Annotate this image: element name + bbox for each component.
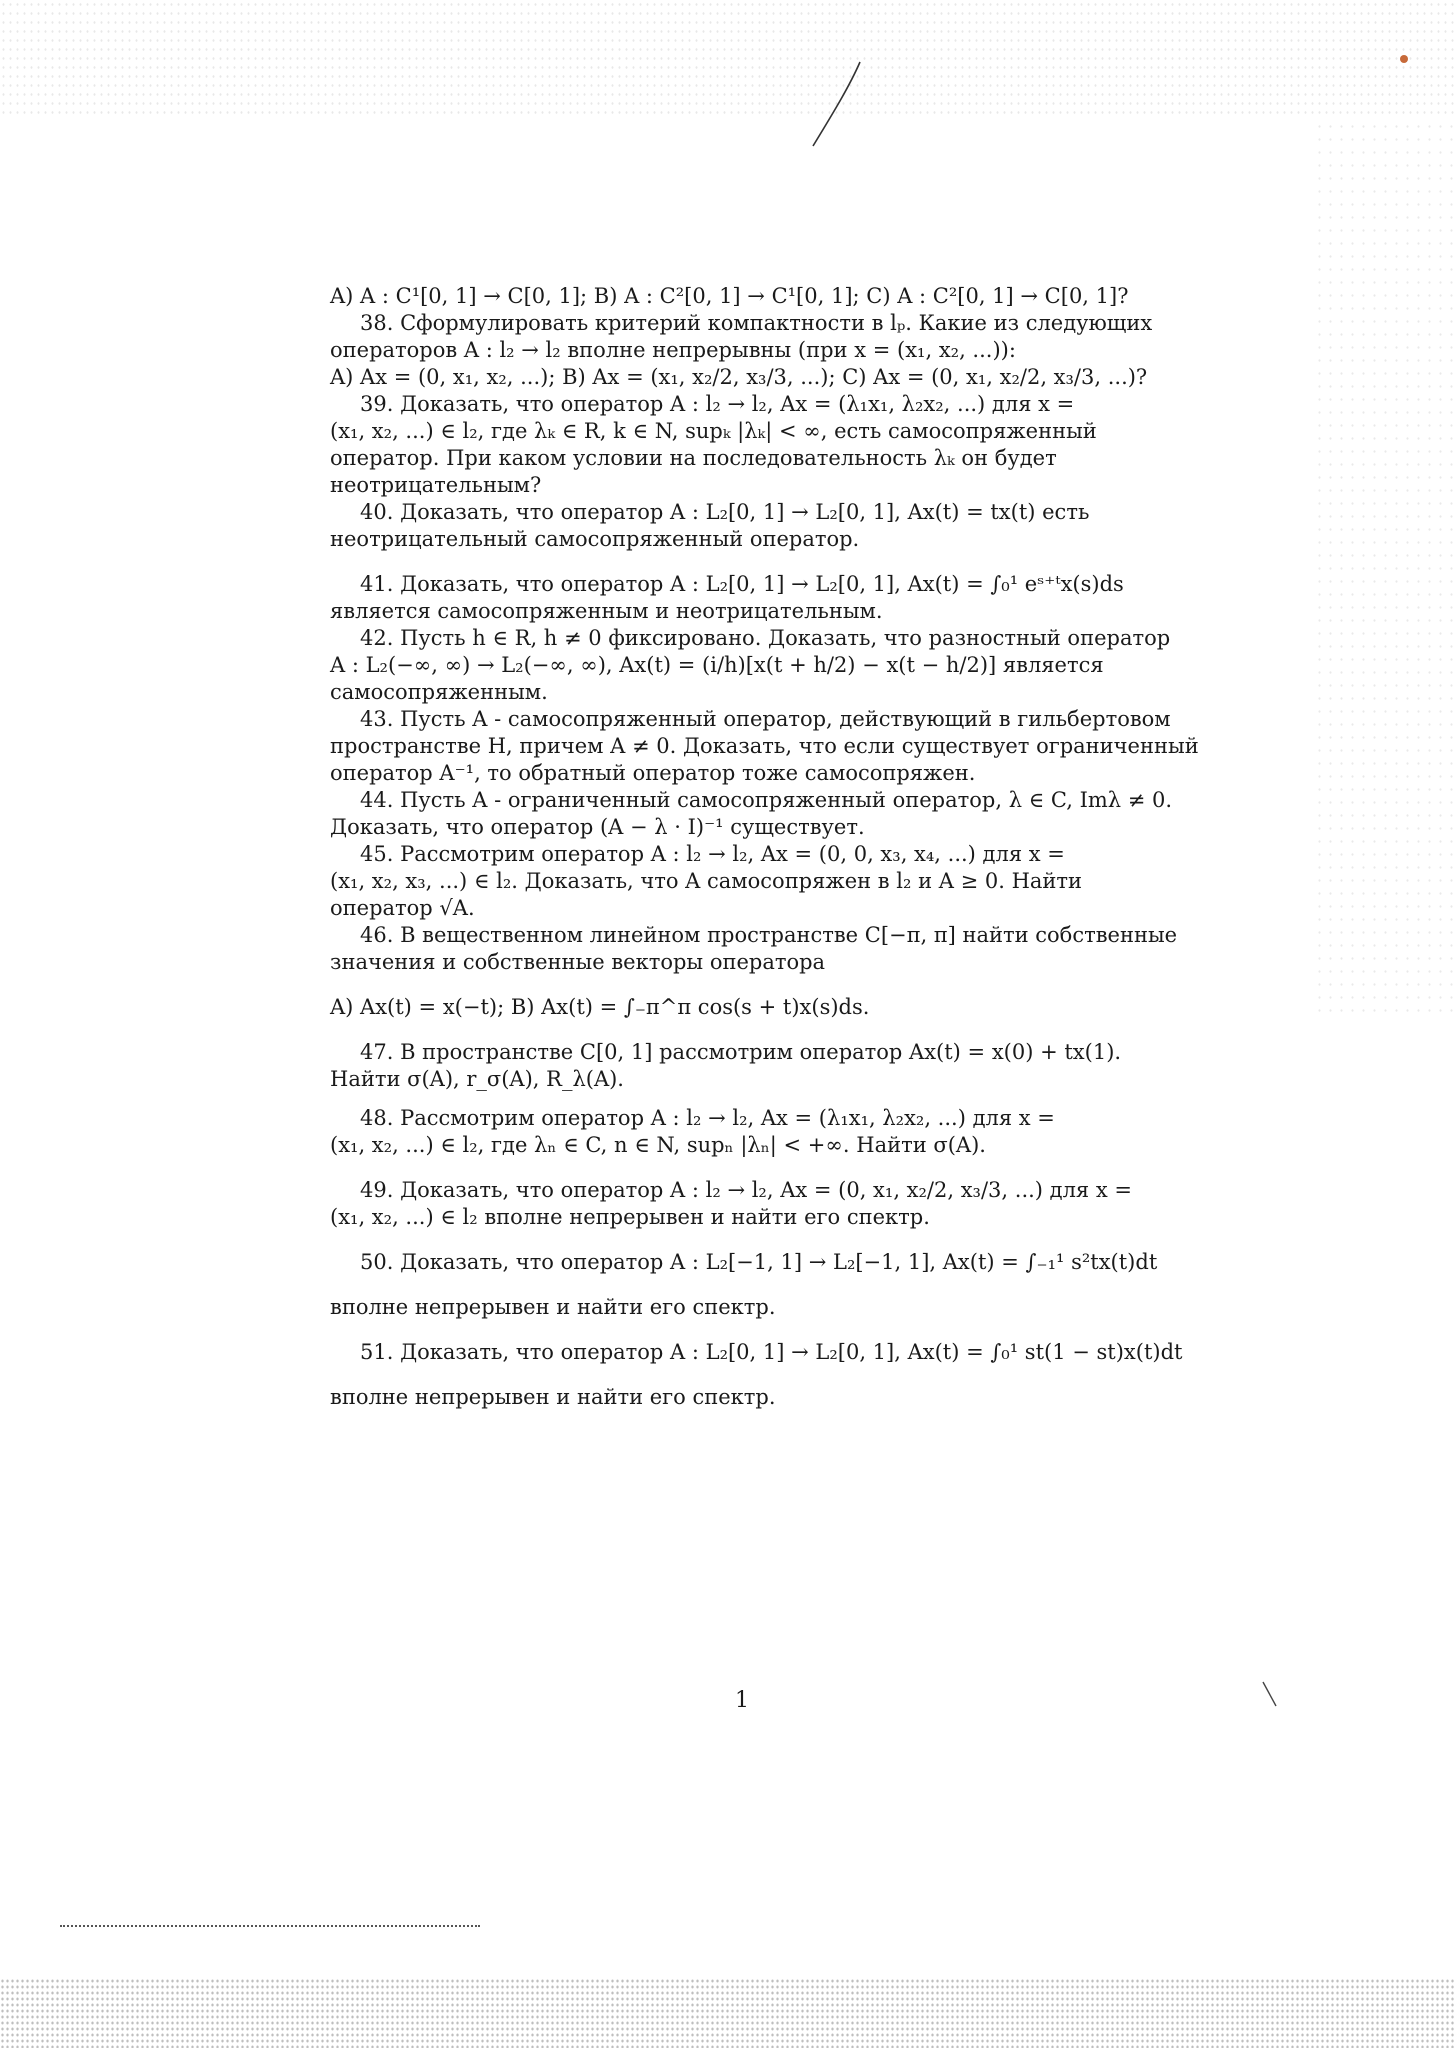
text-line: (x₁, x₂, ...) ∈ l₂ вполне непрерывен и найти его спектр. [330,1205,930,1229]
text-line: (x₁, x₂, x₃, ...) ∈ l₂. Доказать, что A самосопряжен в l₂ и A ≥ 0. Найти [330,869,1083,893]
text-line: (x₁, x₂, ...) ∈ l₂, где λₙ ∈ C, n ∈ N, supₙ |λₙ| < +∞. Найти σ(A). [330,1133,986,1157]
text-line: оператор A⁻¹, то обратный оператор тоже самосопряжен. [330,761,976,785]
problem-text-block [330,283,1260,1411]
text-line: (x₁, x₂, ...) ∈ l₂, где λₖ ∈ R, k ∈ N, supₖ |λₖ| < ∞, есть самосопряженный [330,419,1097,443]
text-line: 45. Рассмотрим оператор A : l₂ → l₂, Ax = (0, 0, x₃, x₄, ...) для x = [360,842,1065,866]
text-line: неотрицательный самосопряженный оператор. [330,527,860,551]
text-line: A) Ax(t) = x(−t); B) Ax(t) = ∫₋π^π cos(s + t)x(s)ds. [330,995,870,1019]
text-line: является самосопряженным и неотрицательным. [330,599,883,623]
text-line: вполне непрерывен и найти его спектр. [330,1385,776,1409]
text-line: A : L₂(−∞, ∞) → L₂(−∞, ∞), Ax(t) = (i/h)[x(t + h/2) − x(t − h/2)] является [330,653,1104,677]
text-line: 41. Доказать, что оператор A : L₂[0, 1] → L₂[0, 1], Ax(t) = ∫₀¹ eˢ⁺ᵗx(s)ds [360,572,1124,596]
text-line: Найти σ(A), r_σ(A), R_λ(A). [330,1067,624,1091]
scan-noise-right [1314,120,1454,1020]
text-line: 46. В вещественном линейном пространстве C[−π, π] найти собственные [360,923,1178,947]
text-line: пространстве H, причем A ≠ 0. Доказать, что если существует ограниченный [330,734,1199,758]
text-line: вполне непрерывен и найти его спектр. [330,1295,776,1319]
text-line: оператор. При каком условии на последовательность λₖ он будет неотрицательным? [330,446,1064,497]
text-line: 38. Сформулировать критерий компактности в lₚ. Какие из следующих [360,311,1153,335]
text-line: Доказать, что оператор (A − λ · I)⁻¹ существует. [330,815,865,839]
scan-noise-top [0,0,1454,120]
text-line: 49. Доказать, что оператор A : l₂ → l₂, Ax = (0, x₁, x₂/2, x₃/3, ...) для x = [360,1178,1132,1202]
pen-stroke-mark [805,60,865,150]
text-line: операторов A : l₂ → l₂ вполне непрерывны (при x = (x₁, x₂, ...)): [330,338,1016,362]
pencil-tick-mark [1260,1680,1280,1710]
text-line: значения и собственные векторы оператора [330,950,826,974]
text-line: 43. Пусть A - самосопряженный оператор, действующий в гильбертовом [360,707,1171,731]
text-line: оператор √A. [330,896,475,920]
text-line: 51. Доказать, что оператор A : L₂[0, 1] → L₂[0, 1], Ax(t) = ∫₀¹ st(1 − st)x(t)dt [360,1340,1183,1364]
text-line: A) Ax = (0, x₁, x₂, ...); B) Ax = (x₁, x₂/2, x₃/3, ...); C) Ax = (0, x₁, x₂/2, x₃/3, ...)? [330,365,1148,389]
text-line: A) A : C¹[0, 1] → C[0, 1]; B) A : C²[0, 1] → C¹[0, 1]; C) A : C²[0, 1] → C[0, 1]? [330,284,1129,308]
text-line: 47. В пространстве C[0, 1] рассмотрим оператор Ax(t) = x(0) + tx(1). [360,1040,1122,1064]
text-line: самосопряженным. [330,680,548,704]
page-number: 1 [735,1688,749,1713]
scan-noise-bottom [0,1978,1454,2048]
text-line: 42. Пусть h ∈ R, h ≠ 0 фиксировано. Доказать, что разностный оператор [360,626,1171,650]
text-line: 40. Доказать, что оператор A : L₂[0, 1] → L₂[0, 1], Ax(t) = tx(t) есть [360,500,1090,524]
text-line: 48. Рассмотрим оператор A : l₂ → l₂, Ax = (λ₁x₁, λ₂x₂, ...) для x = [360,1106,1055,1130]
text-line: 44. Пусть A - ограниченный самосопряженный оператор, λ ∈ C, Imλ ≠ 0. [360,788,1173,812]
footer-dotted-line [60,1925,480,1927]
stain-dot [1400,55,1408,63]
text-line: 50. Доказать, что оператор A : L₂[−1, 1] → L₂[−1, 1], Ax(t) = ∫₋₁¹ s²tx(t)dt [360,1250,1158,1274]
text-line: 39. Доказать, что оператор A : l₂ → l₂, Ax = (λ₁x₁, λ₂x₂, ...) для x = [360,392,1075,416]
